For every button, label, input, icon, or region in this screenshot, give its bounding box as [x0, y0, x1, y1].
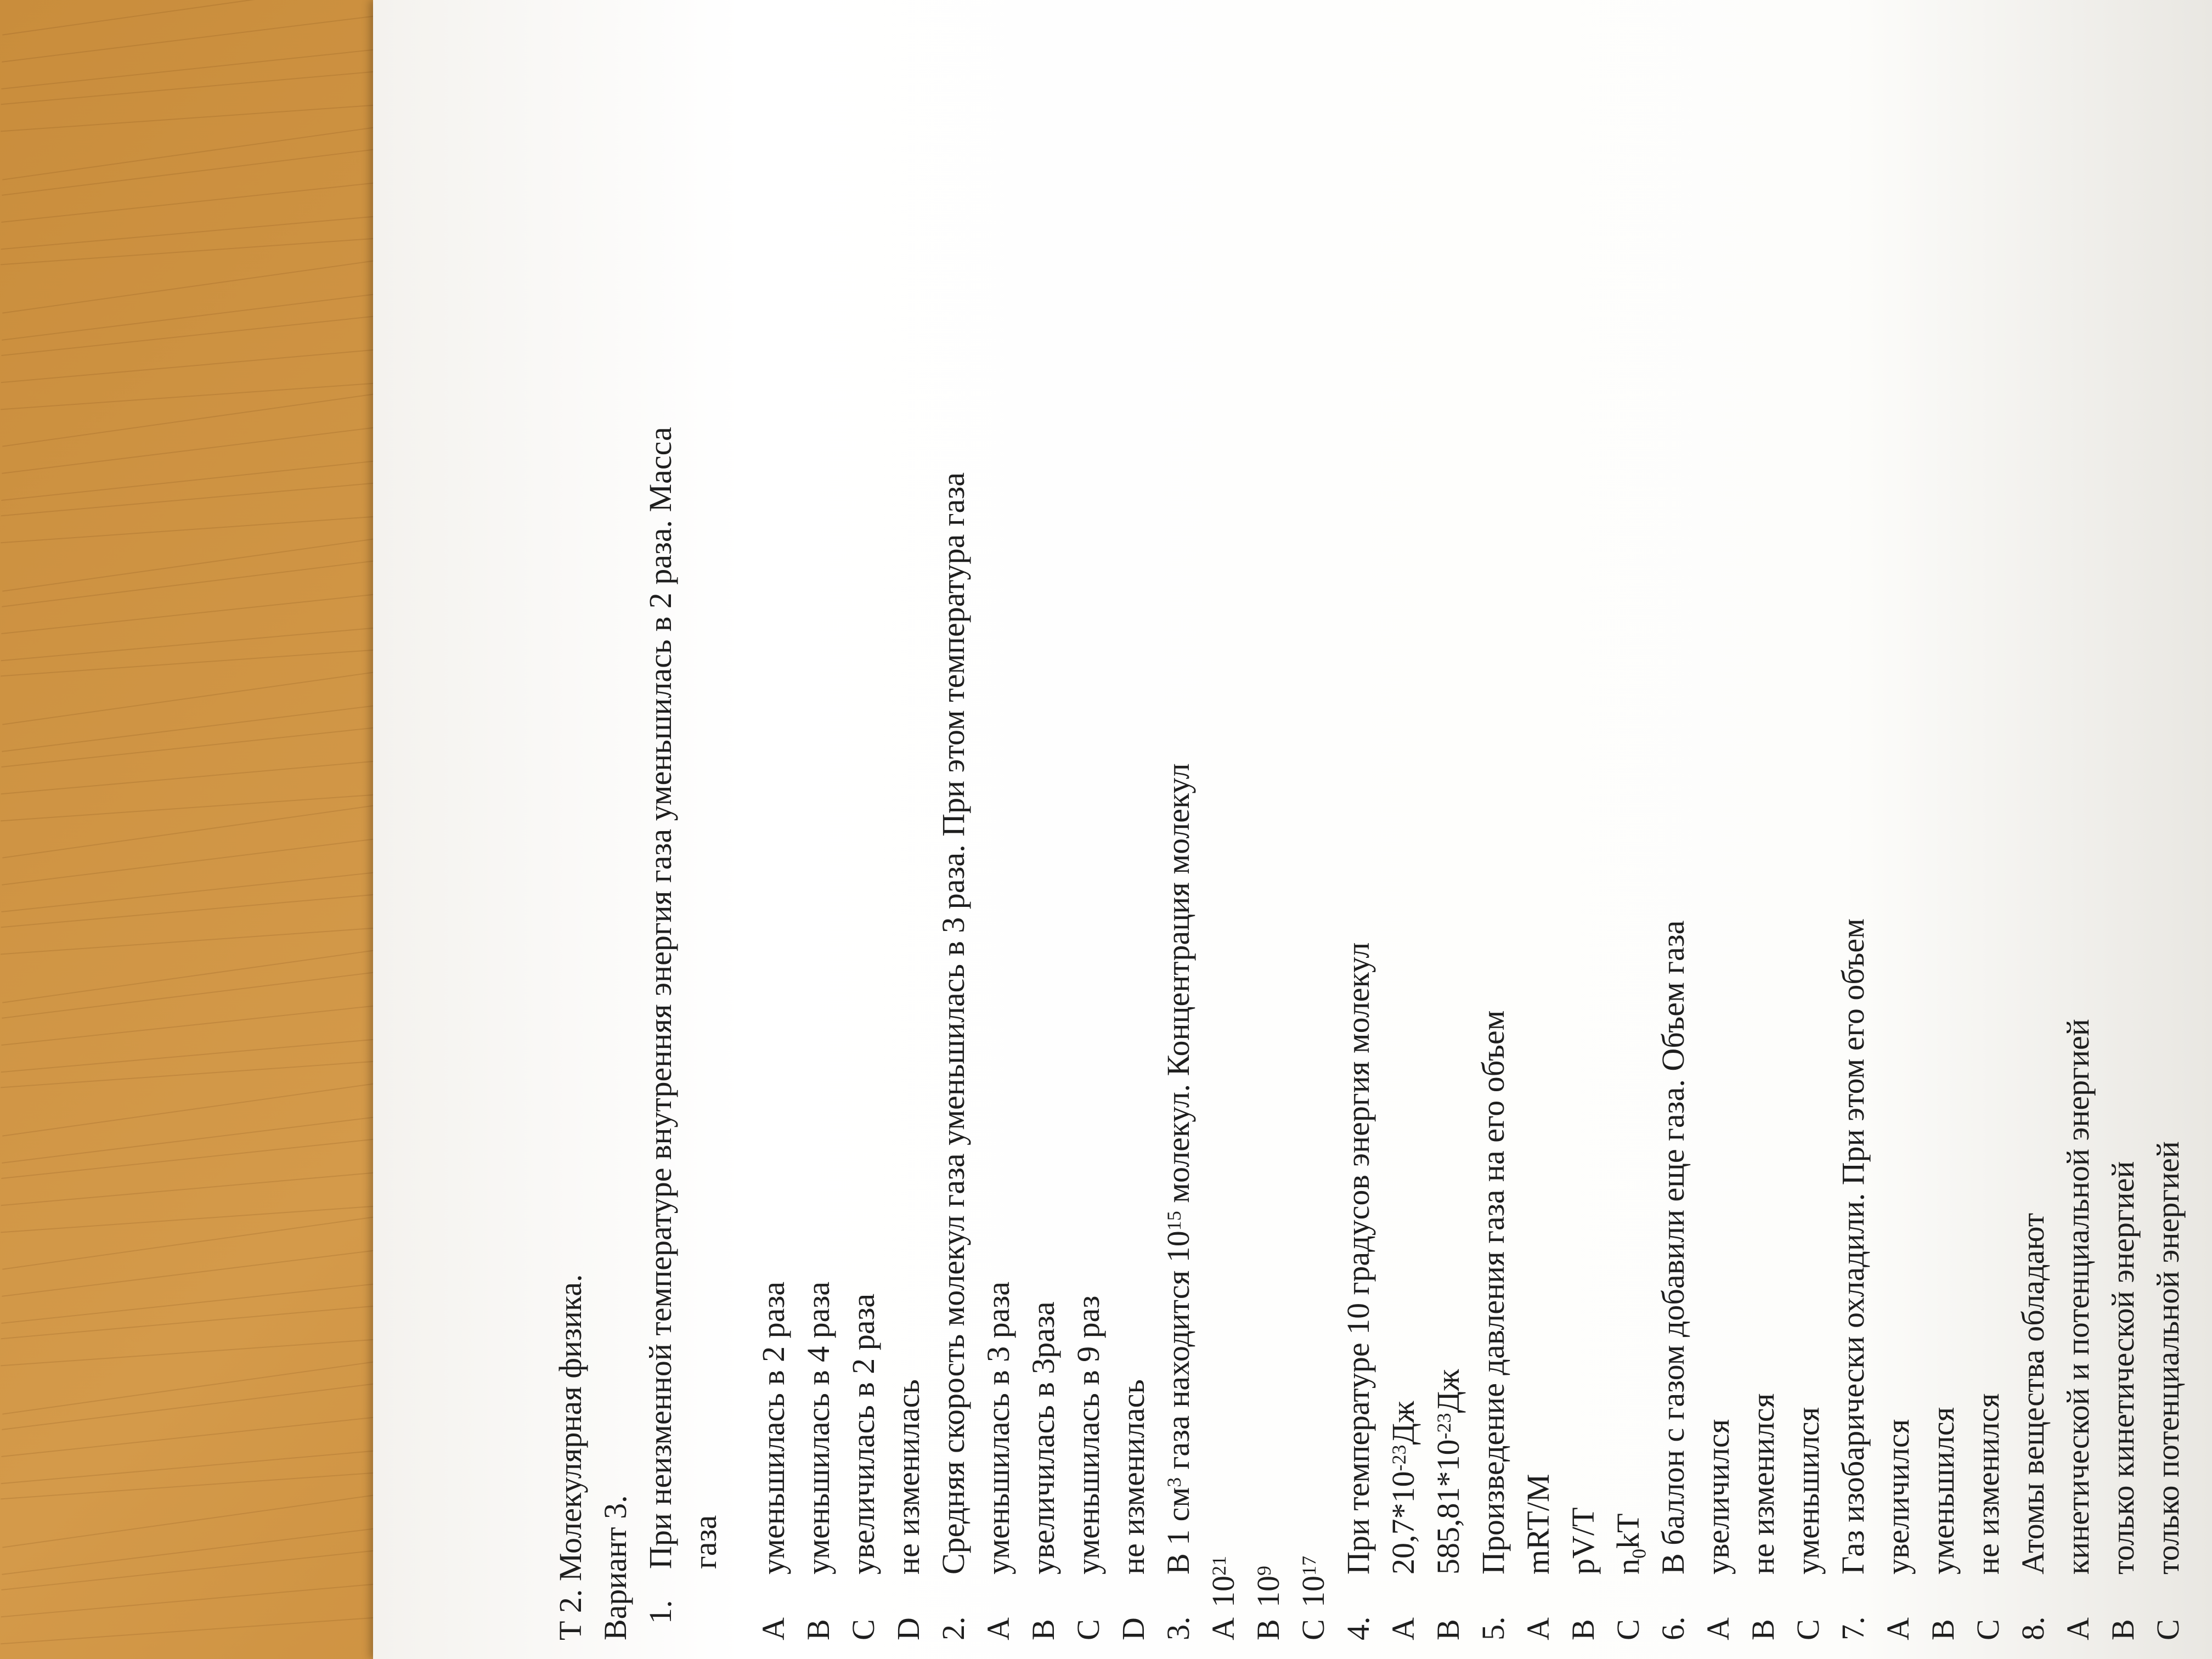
option-letter: B: [1025, 1619, 1061, 1640]
question-text: При неизменной температуре внутренняя энергия газа уменьшилась в 2 раза. Масса: [642, 427, 678, 1569]
option-letter: D: [1115, 1617, 1151, 1640]
test-sheet: [549, 22, 2205, 1640]
option-letter: A: [2060, 1617, 2096, 1640]
option-text: pV/T: [1565, 1507, 1601, 1575]
option-letter: A: [980, 1617, 1016, 1640]
option-letter: A: [755, 1617, 791, 1640]
option-letter: C: [2150, 1619, 2186, 1640]
option-letter: A: [1205, 1617, 1241, 1640]
question-number: 1.: [642, 1600, 678, 1624]
question-number: 3.: [1160, 1616, 1196, 1640]
option-letter: B: [1565, 1619, 1601, 1640]
option-letter: C: [845, 1619, 881, 1640]
option-text: уменьшилась в 9 раз: [1070, 1295, 1106, 1575]
option-text: кинетической и потенциальной энергией: [2060, 1019, 2096, 1575]
option-letter: B: [1745, 1619, 1781, 1640]
option-text: увеличилась в 2 раза: [845, 1293, 881, 1575]
option-text: $n_0kT$: [1610, 1513, 1650, 1575]
option-text: уменьшился: [1925, 1407, 1961, 1575]
question-text: Средняя скорость молекул газа уменьшилась в 3 раза. При этом температура газа: [935, 472, 971, 1575]
question-number: 5.: [1475, 1616, 1511, 1640]
option-letter: B: [1430, 1619, 1466, 1640]
option-text: увеличился: [1700, 1419, 1736, 1575]
option-letter: C: [1070, 1619, 1106, 1640]
variant-label: Вариант 3.: [597, 1495, 633, 1640]
question-text: Атомы вещества обладают: [2015, 1212, 2051, 1575]
option-letter: B: [2105, 1619, 2141, 1640]
question-number: 8.: [2015, 1616, 2051, 1640]
question-text: Произведение давления газа на его объем: [1475, 1010, 1511, 1575]
option-letter: B: [800, 1619, 836, 1640]
sheet-title: Т 2. Молекулярная физика.: [552, 1274, 588, 1640]
question-text: Газ изобарически охладили. При этом его объем: [1835, 918, 1871, 1575]
option-text: только кинетической энергией: [2105, 1161, 2141, 1575]
option-letter: A: [1880, 1617, 1916, 1640]
question-text-continued: газа: [687, 1515, 723, 1569]
question-number: 6.: [1655, 1616, 1691, 1640]
question-number: 2.: [935, 1616, 971, 1640]
option-text: $10^9$: [1250, 1566, 1286, 1607]
question-text: При температуре 10 градусов энергия молекул: [1340, 942, 1376, 1575]
option-text: не изменился: [1745, 1393, 1781, 1575]
option-letter: D: [890, 1617, 926, 1640]
option-letter: B: [1250, 1619, 1286, 1640]
option-text: увеличился: [1880, 1419, 1916, 1575]
option-text: не изменилась: [890, 1379, 926, 1575]
option-text: $10^{21}$: [1205, 1556, 1241, 1607]
option-text: $10^{17}$: [1295, 1556, 1331, 1607]
option-text: не изменилась: [1115, 1379, 1151, 1575]
option-letter: C: [1295, 1619, 1331, 1640]
option-text: увеличилась в 3раза: [1025, 1301, 1061, 1575]
option-letter: C: [1970, 1619, 2006, 1640]
option-text: только потенциальной энергией: [2150, 1141, 2186, 1575]
option-letter: A: [1520, 1617, 1556, 1640]
option-text: $585,81*10^{-23}Дж$: [1430, 1369, 1466, 1575]
option-letter: B: [1925, 1619, 1961, 1640]
question-number: 7.: [1835, 1616, 1871, 1640]
option-text: mRT/M: [1520, 1474, 1556, 1575]
option-text: не изменился: [1970, 1393, 2006, 1575]
question-text: В 1 $см^3$ газа находится $10^{15}$ молекул. Концентрация молекул: [1160, 763, 1196, 1575]
question-number: 4.: [1340, 1616, 1376, 1640]
option-text: уменьшилась в 3 раза: [980, 1281, 1016, 1575]
option-letter: C: [1790, 1619, 1826, 1640]
option-text: уменьшилась в 2 раза: [755, 1281, 791, 1575]
option-letter: A: [1385, 1617, 1421, 1640]
option-letter: C: [1610, 1619, 1646, 1640]
option-text: $20,7*10^{-23}Дж$: [1385, 1401, 1421, 1575]
question-text: В баллон с газом добавили еще газа. Объем газа: [1655, 920, 1691, 1575]
option-text: уменьшился: [1790, 1407, 1826, 1575]
option-text: уменьшилась в 4 раза: [800, 1281, 836, 1575]
option-letter: A: [1700, 1617, 1736, 1640]
